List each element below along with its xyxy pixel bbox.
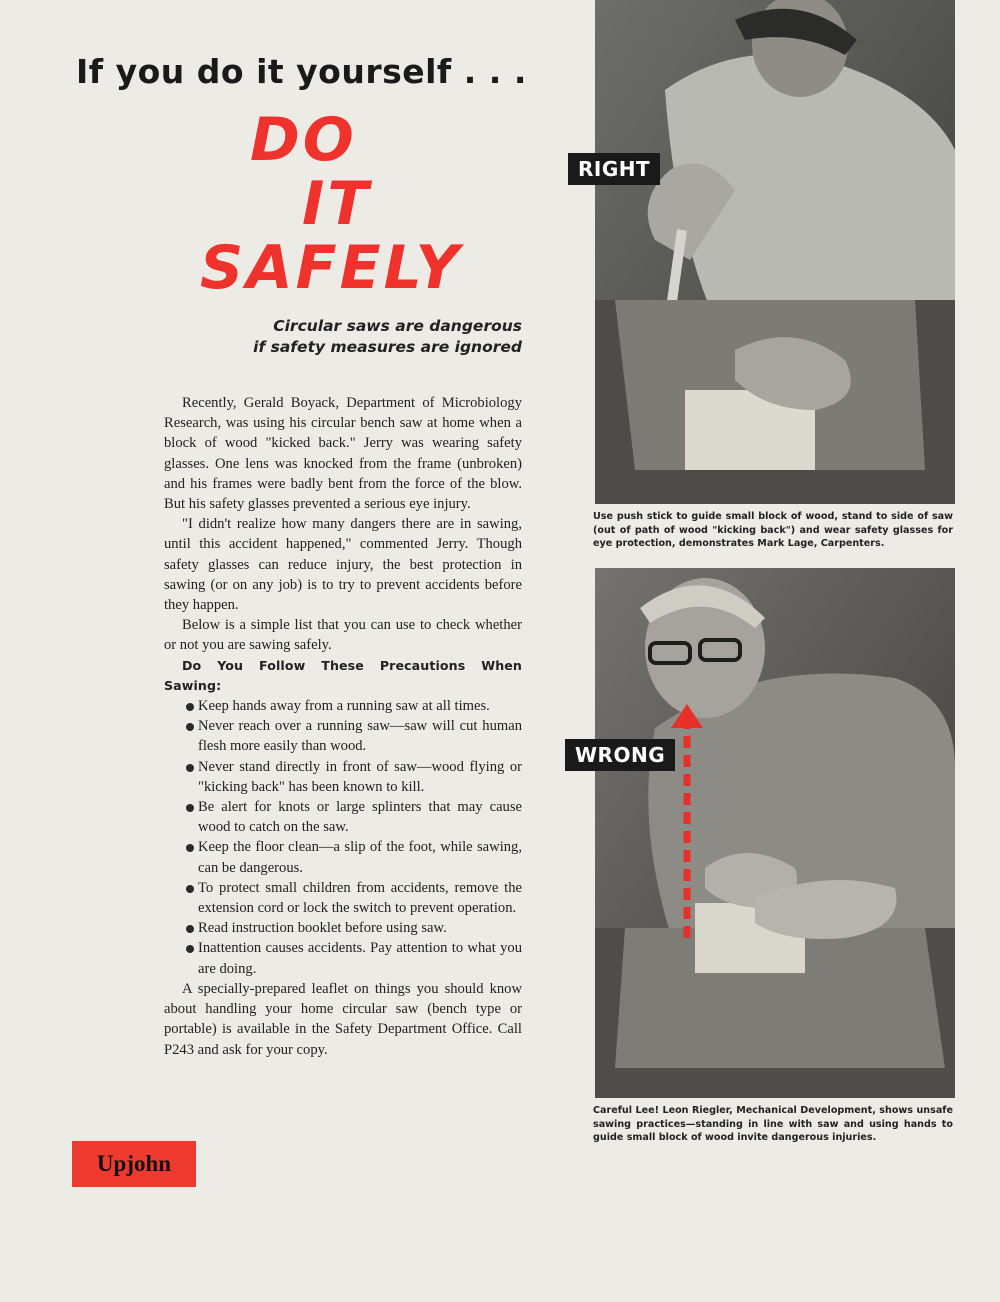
article-body: [164, 393, 522, 1060]
list-item: Be alert for knots or large splinters that may cause wood to catch on the saw.: [164, 797, 522, 837]
wrong-label: WRONG: [565, 739, 675, 771]
upjohn-logo: Upjohn: [72, 1141, 196, 1187]
headline-line-2: IT: [302, 169, 372, 239]
paragraph-1: Recently, Gerald Boyack, Department of Microbiology Research, was using his circular bench saw at home when a block of wood "kicked back." Jerry was wearing safety glasses. One lens was knocked from the frame (unbroken) and his frames were badly bent from the force of the blow. But his safety glasses prevented a serious eye injury.: [164, 395, 522, 513]
list-item: Never reach over a running saw—saw will cut human flesh more easily than wood.: [164, 716, 522, 756]
headline-line-3: SAFELY: [200, 233, 462, 303]
wrong-caption: Careful Lee! Leon Riegler, Mechanical Development, shows unsafe sawing practices—standing in line with saw and using hands to guide small block of wood invite dangerous injuries.: [593, 1105, 953, 1144]
subtitle-line-1: Circular saws are dangerous: [273, 317, 522, 335]
kicker-heading: If you do it yourself . . .: [76, 52, 527, 91]
paragraph-3: Below is a simple list that you can use to check whether or not you are sawing safely.: [164, 617, 522, 654]
right-caption: Use push stick to guide small block of wood, stand to side of saw (out of path of wood "kicking back") and wear safety glasses for eye protection, demonstrates Mark Lage, Carpenters.: [593, 511, 953, 550]
right-photo: [595, 0, 955, 504]
closing-paragraph: A specially-prepared leaflet on things you should know about handling your home circular saw (bench type or portable) is available in the Safety Department Office. Call P243 and ask for your copy.: [164, 980, 522, 1058]
precautions-list: [164, 696, 522, 979]
list-item: Keep the floor clean—a slip of the foot, while sawing, can be dangerous.: [164, 837, 522, 877]
list-item: To protect small children from accidents, remove the extension cord or lock the switch to prevent operation.: [164, 878, 522, 918]
right-photo-illustration: [595, 0, 955, 504]
list-item: Keep hands away from a running saw at all times.: [164, 696, 522, 716]
headline: [190, 105, 570, 303]
paragraph-2: "I didn't realize how many dangers there are in sawing, until this accident happened," commented Jerry. Though safety glasses can reduce injury, the best protection in sawing (or on any job) is to try to prevent accidents before they happen.: [164, 516, 522, 614]
wrong-photo-illustration: [595, 568, 955, 1098]
headline-line-1: DO: [250, 105, 357, 175]
list-item: Never stand directly in front of saw—wood flying or "kicking back" has been known to kill.: [164, 757, 522, 797]
list-item: Inattention causes accidents. Pay attention to what you are doing.: [164, 938, 522, 978]
subtitle-line-2: if safety measures are ignored: [253, 338, 522, 356]
subtitle: [160, 316, 522, 358]
right-label: RIGHT: [568, 153, 660, 185]
wrong-photo: [595, 568, 955, 1098]
list-item: Read instruction booklet before using saw.: [164, 918, 522, 938]
precautions-heading: Do You Follow These Precautions When Sawing:: [164, 657, 522, 693]
